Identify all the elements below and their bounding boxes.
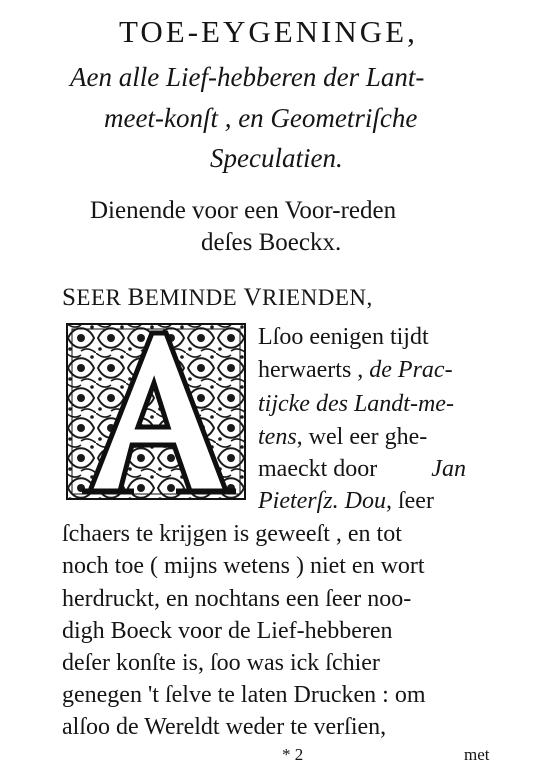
body-line-9: herdruckt, en nochtans een ſeer noo- [62,586,412,612]
body-line-11: deſer konſte is, ſoo was ick ſchier [62,650,380,676]
decorated-initial-a-icon [66,323,246,500]
salutation-initial-2: B [127,284,145,311]
salutation [62,284,373,312]
body-line-10: digh Boeck voor de Lief-hebberen [62,618,393,644]
body-line-2-b: de Prac- [369,357,453,383]
salutation-rest-1: EER [76,285,122,310]
body-line-6 [258,488,434,515]
signature-mark: * 2 [282,745,304,764]
salutation-initial-3: V [243,284,263,311]
page-title: TOE-EYGENINGE, [119,14,418,49]
catchword: met [464,745,490,764]
purpose-line-2: deſes Boeckx. [201,229,342,256]
body-line-5-b: Jan [431,456,466,482]
body-line-4-a: tens [258,424,297,450]
subtitle-line-3: Speculatien. [210,143,343,173]
salutation-initial-1: S [62,284,77,311]
subtitle-line-1: Aen alle Lief-hebberen der Lant- [70,62,425,92]
body-line-4-b: , wel eer ghe- [296,424,428,450]
purpose-line-1: Dienende voor een Voor-reden [90,197,397,224]
body-line-8: noch toe ( mijns wetens ) niet en wort [62,553,425,579]
body-line-5-a: maeckt door [258,456,384,482]
body-line-6-a: Pieterſz. Dou [258,488,386,514]
body-line-1: Lſoo eenigen tijdt [258,324,429,350]
body-line-4 [258,424,427,451]
body-line-2 [258,357,453,384]
body-line-12: genegen 't ſelve te laten Drucken : om [62,682,426,708]
body-line-3: tijcke des Landt-me- [258,391,454,417]
salutation-rest-2: EMINDE [144,285,238,310]
subtitle-line-2: meet-konſt , en Geometriſche [104,103,418,133]
body-line-13: alſoo de Wereldt weder te verſien, [62,714,387,740]
body-line-2-a: herwaerts , [258,357,370,383]
body-line-5 [258,456,466,483]
body-line-6-b: , ſeer [385,488,434,514]
body-line-7: ſchaers te krijgen is geweeſt , en tot [62,521,402,547]
salutation-rest-3: RIENDEN, [262,285,373,310]
